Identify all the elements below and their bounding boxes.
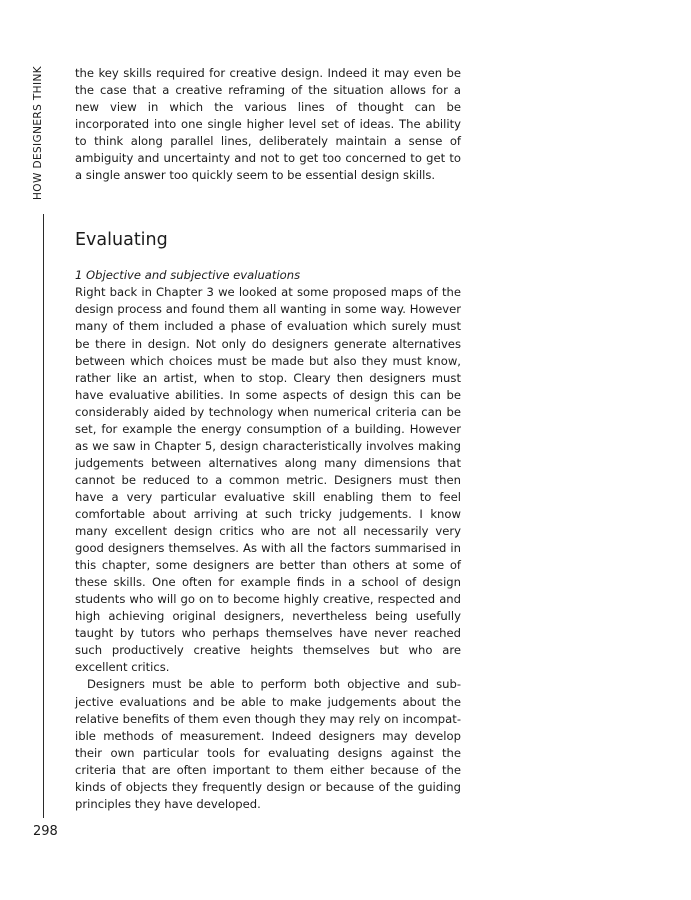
body-paragraph-1: Right back in Chapter 3 we looked at some proposed maps of the design process and found them all wanting in some way. However many of them included a phase of evaluation which surely must be there in design. Not only do designers generate alternatives between which choices must be made but also they must know, rather like an artist, when to stop. Cleary then designers must have evaluative abilities. In some aspects of design this can be considerably aided by technology when numerical criteria can be set, for example the energy consumption of a building. However as we saw in Chapter 5, design characteristically involves making judgements between alternatives along many dimensions that cannot be reduced to a common metric. Designers must then have a very particular evaluative skill enabling them to feel comfortable about arriving at such tricky judgements. I know many excellent design critics who are not all necessarily very good designers themselves. As with all the factors summarised in this chapter, some designers are better than others at some of these skills. One often for example finds in a school of design students who will go on to become highly creative, respected and high achieving original designers, nevertheless being usefully taught by tutors who perhaps themselves have never reached such productively creative heights themselves but who are excellent critics. [75,285,461,675]
section-heading: Evaluating [75,230,168,251]
page-number: 298 [33,824,58,839]
running-head [26,62,50,204]
margin-rule [43,214,44,818]
section-subheading: 1 Objective and subjective evaluations [75,268,301,283]
page-body [75,65,461,813]
opening-paragraph: the key skills required for creative design. Indeed it may even be the case that a creative reframing of the situation allows for a new view in which the various lines of thought can be incorporated into one single higher level set of ideas. The ability to think along parallel lines, deliberately maintain a sense of ambiguity and uncertainty and not to get too concerned to get to a single answer too quickly seem to be essential design skills. [75,66,461,183]
body-paragraph-2: Designers must be able to perform both objective and subjective evaluations and be able to make judgements about the relative benefits of them even though they may rely on incompatible methods of measurement. Indeed designers may develop their own particular tools for evaluating designs against the criteria that are often important to them either because of the kinds of objects they frequently design or because of the guiding principles they have developed. [75,677,461,811]
running-head-text: HOW DESIGNERS THINK [32,65,44,201]
